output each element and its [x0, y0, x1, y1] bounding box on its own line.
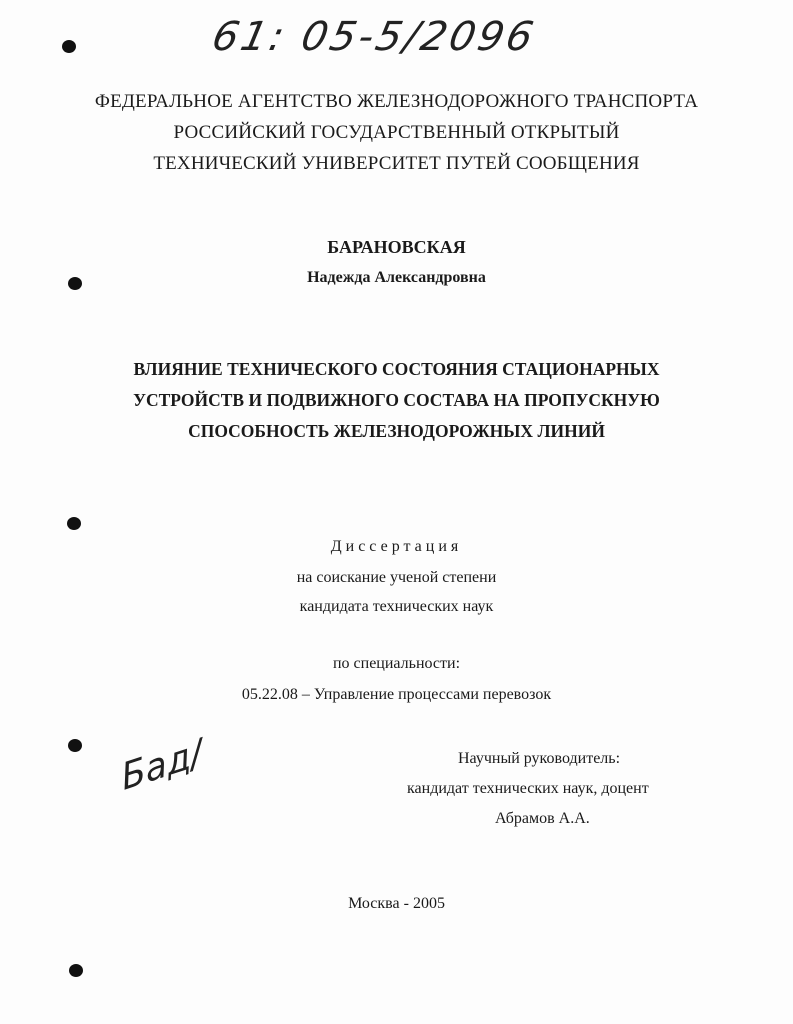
title-line: СПОСОБНОСТЬ ЖЕЛЕЗНОДОРОЖНЫХ ЛИНИЙ — [188, 421, 605, 441]
dissertation-title — [0, 354, 793, 447]
advisor-role: Научный руководитель: — [458, 750, 621, 767]
dissertation-label: Диссертация — [330, 538, 463, 555]
title-line: ВЛИЯНИЕ ТЕХНИЧЕСКОГО СОСТОЯНИЯ СТАЦИОНАРНЫХ — [133, 359, 660, 379]
place-year: Москва - 2005 — [348, 895, 445, 912]
organization-header — [0, 86, 793, 179]
organization-line: ТЕХНИЧЕСКИЙ УНИВЕРСИТЕТ ПУТЕЙ СООБЩЕНИЯ — [153, 153, 640, 174]
title-line: УСТРОЙСТВ И ПОДВИЖНОГО СОСТАВА НА ПРОПУСКНУЮ — [133, 390, 660, 410]
punch-hole-3 — [67, 517, 81, 530]
specialty-label: по специальности: — [332, 655, 461, 672]
advisor-name: Абрамов А.А. — [495, 810, 590, 827]
punch-hole-4 — [68, 739, 82, 752]
purpose-line: кандидата технических наук — [299, 598, 494, 615]
advisor-degree: кандидат технических наук, доцент — [407, 780, 649, 797]
author-given-names: Надежда Александровна — [307, 269, 486, 286]
organization-line: ФЕДЕРАЛЬНОЕ АГЕНТСТВО ЖЕЛЕЗНОДОРОЖНОГО ТРАНСПОРТА — [94, 91, 699, 112]
purpose-line: на соискание ученой степени — [296, 569, 497, 586]
punch-hole-5 — [69, 964, 83, 977]
handwritten-margin-note: Бад/ — [119, 731, 205, 800]
organization-line: РОССИЙСКИЙ ГОСУДАРСТВЕННЫЙ ОТКРЫТЫЙ — [173, 122, 620, 143]
advisor-block — [395, 744, 695, 834]
dissertation-purpose — [0, 563, 793, 621]
handwritten-call-number: 61: 05-5/2096 — [208, 14, 541, 60]
specialty-value: 05.22.08 – Управление процессами перевозок — [241, 686, 552, 703]
punch-hole-1 — [62, 40, 76, 53]
author-surname: БАРАНОВСКАЯ — [327, 237, 466, 257]
